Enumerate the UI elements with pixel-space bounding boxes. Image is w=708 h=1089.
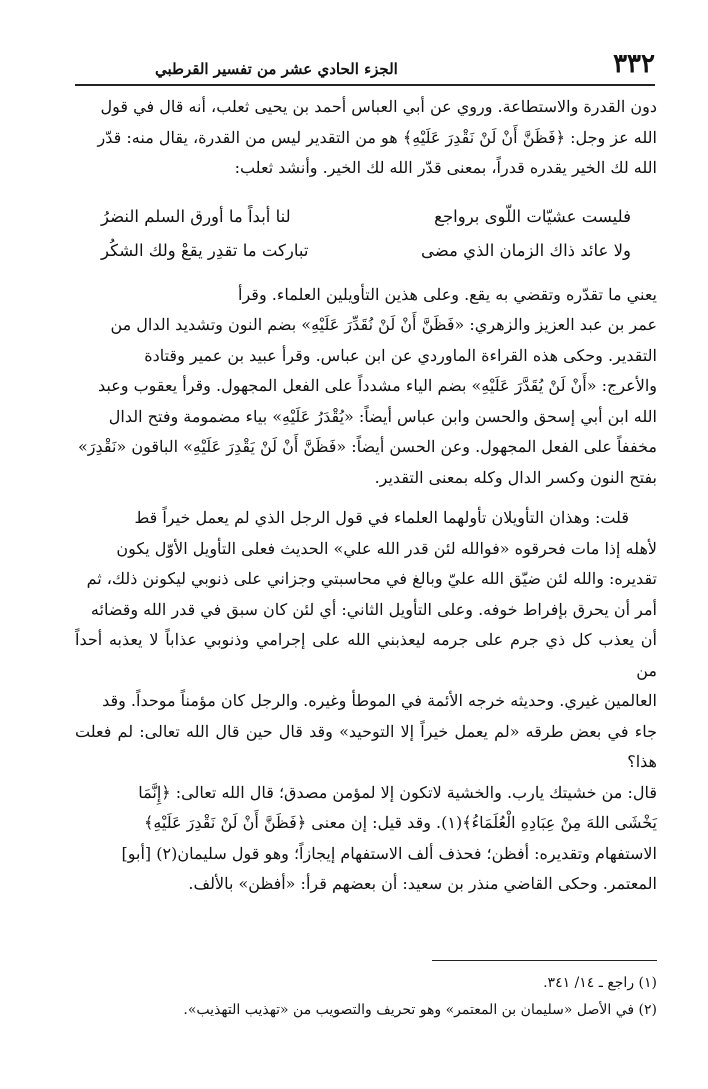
text-line: لأهله إذا مات فحرقوه «فوالله لئن قدر الله علي» الحديث فعلى التأويل الأوّل يكون — [116, 538, 657, 558]
page-number: ٣٣٢ — [613, 49, 655, 79]
footnote-rule — [432, 960, 657, 961]
text-line: جاء في بعض طرقه «لم يعمل خيراً إلا التوحيد» وقد قال حين قال الله تعالى: لم فعلت هذا؟ — [75, 721, 657, 771]
footnote: (٢) في الأصل «سليمان بن المعتمر» وهو تحريف والتصويب من «تهذيب التهذيب». — [183, 1002, 657, 1018]
text-line: أمر أن يحرق بإفراط خوفه. وعلى التأويل الثاني: أي لئن كان سبق في قدر الله وقضائه — [90, 599, 657, 619]
poem — [101, 200, 631, 268]
poem-hemistich-right: فليست عشيّات اللّوى برواجع — [434, 206, 631, 226]
text-line: مخففاً على الفعل المجهول. وعن الحسن أيضاً: «فَظَنَّ أَنْ لَنْ يَقْدِرَ عَلَيْهِ» الباقون «نَقْدِرَ» — [78, 437, 657, 456]
footnote: (١) راجع ـ ١٤/ ٣٤١. — [543, 975, 657, 991]
poem-hemistich-left: لنا أبداً ما أورق السلم النضرُ — [101, 206, 291, 226]
text-line: عمر بن عبد العزيز والزهري: «فَظَنَّ أَنْ لَنْ نُقَدِّرَ عَلَيْهِ» بضم النون وتشديد الدال من — [110, 315, 657, 334]
text-line: المعتمر. وحكى القاضي منذر بن سعيد: أن بعضهم قرأ: «أفظن» بالألف. — [188, 874, 657, 893]
poem-hemistich-left: تباركت ما تقدِر يقعْ ولك الشكُر — [101, 240, 309, 260]
text-line: التقدير. وحكى هذه القراءة الماوردي عن ابن عباس. وقرأ عبيد بن عمير وقتادة — [144, 345, 657, 365]
text-line: والأعرج: «أَنْ لَنْ يُقَدَّرَ عَلَيْهِ» بضم الياء مشدداً على الفعل المجهول. وقرأ يعقوب وعبد — [97, 376, 657, 395]
text-line: الله ابن أبي إسحق والحسن وابن عباس أيضاً: «يُقْدَرُ عَلَيْهِ» بياء مضمومة وفتح الدال — [108, 406, 657, 426]
text-line: الله لك الخير يقدره قدراً، بمعنى قدّر الله لك الخير. وأنشد ثعلب: — [234, 158, 657, 177]
text-line: الله عز وجل: ﴿فَظَنَّ أَنْ لَنْ نَقْدِرَ عَلَيْهِ﴾ هو من التقدير ليس من القدرة، يقال منه: قدّر — [97, 127, 657, 147]
text-line: قال: من خشيتك يارب. والخشية لاتكون إلا لمؤمن مصدق؛ قال الله تعالى: ﴿إِنَّمَا — [138, 782, 657, 802]
paragraph-gap — [75, 493, 657, 503]
text-line: الاستفهام وتقديره: أفظن؛ فحذف ألف الاستفهام إيجازاً؛ وهو قول سليمان(٢) [أبو] — [121, 843, 657, 863]
text-line: يَخْشَى اللهَ مِنْ عِبَادِهِ الْعُلَمَاءُ﴾(١). وقد قيل: إن معنى ﴿فَظَنَّ أَنْ لَنْ نَقْدِرَ عَلَيْهِ﴾ — [143, 813, 657, 832]
body-text — [75, 92, 657, 900]
page-header — [75, 38, 655, 84]
footnotes — [75, 970, 657, 1024]
text-line: قلت: وهذان التأويلان تأولهما العلماء في قول الرجل الذي لم يعمل خيراً قط — [134, 508, 629, 527]
text-line: يعني ما تقدّره وتقضي به يقع. وعلى هذين التأويلين العلماء. وقرأ — [238, 284, 657, 304]
text-line: تقديره: والله لئن ضيّق الله عليّ وبالغ في محاسبتي وجزاني على ذنوبي ليكونن ذلك، ثم — [86, 569, 657, 588]
header-rule — [75, 84, 655, 86]
text-line: أن يعذب كل ذي جرم على جرمه ليعذبني الله على إجرامي وذنوبي عذاباً لا يعذبه أحداً من — [75, 630, 658, 680]
poem-verse — [101, 200, 631, 234]
text-line: دون القدرة والاستطاعة. وروي عن أبي العباس أحمد بن يحيى ثعلب، أنه قال في قول — [100, 97, 657, 116]
text-line: بفتح النون وكسر الدال وكله بمعنى التقدير. — [374, 467, 657, 487]
poem-hemistich-right: ولا عائد ذاك الزمان الذي مضى — [420, 240, 631, 260]
text-line: العالمين غيري. وحديثه خرجه الأئمة في الموطأ وغيره. والرجل كان مؤمناً موحداً. وقد — [102, 691, 657, 710]
running-title: الجزء الحادي عشر من تفسير القرطبي — [155, 60, 398, 78]
poem-verse — [101, 234, 631, 268]
